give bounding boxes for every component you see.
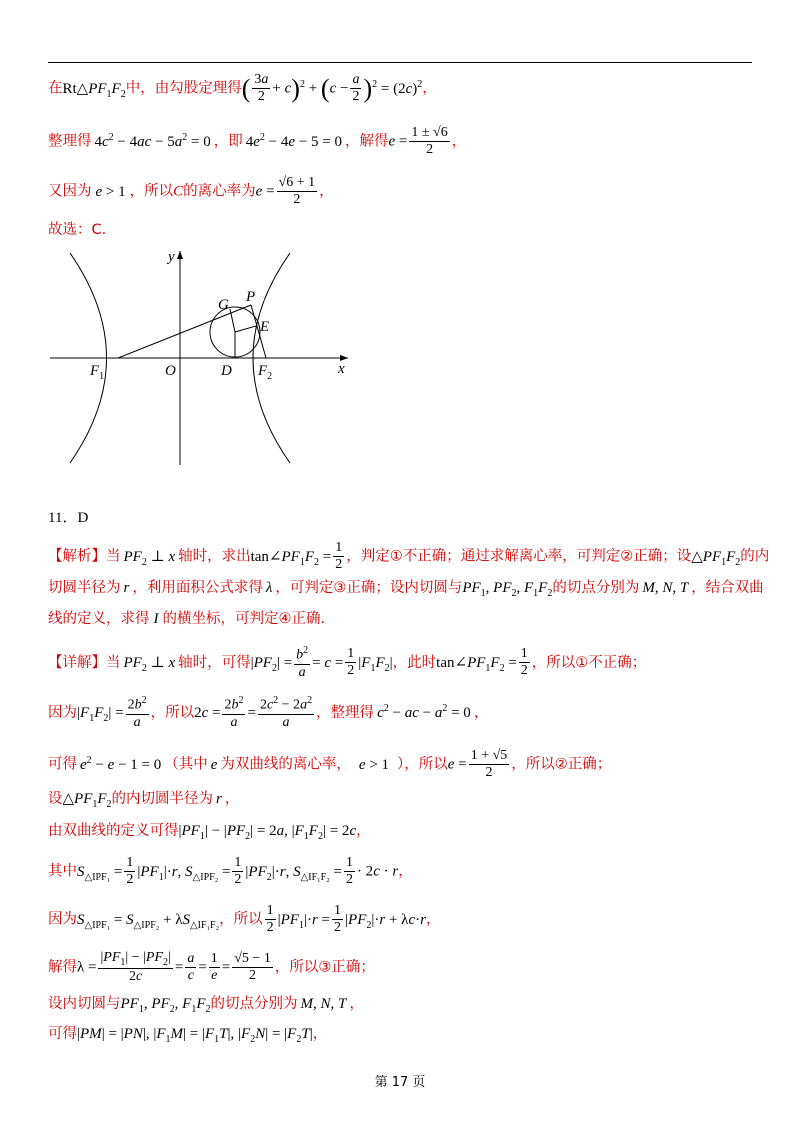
detail-line-10: 可得|PM| = |PN|, $|F_1M| = |F_1T|$, $|F_2N| = |F_2T|$， <box>48 1026 328 1045</box>
label-e: E <box>260 319 270 335</box>
label-f1: $F_1$ <box>90 363 105 382</box>
line-simplify: 整理得 $4c^2 - 4ac - 5a^2 = 0$ ，即 $4e^2 - 4e - 5 = 0$ ，解得e = $\frac{1 \pm √6}{2}$ ， <box>48 125 467 158</box>
detail-line-6: 其中$S_{\triangle IPF_1}$ = $\frac{1}{2}$ $|PF_1|\cdot r$, $S_{\triangle IPF_2}$ = $\frac{1}{2}$ $|PF_2|\cdot r$, $S_{\triangle IF_1F_2}$ = $\frac{1}{2}$ · 2c · r， <box>48 855 413 888</box>
page-number: 第 17 页 <box>374 1075 426 1090</box>
analysis-line-1: 【解析】当 $PF_2$ ⊥ x 轴时，求出$\tan\angle PF_1F_2$ = $\frac{1}{2}$ ，判定①不正确；通过求解离心率，可判定②正确；设$\triangle PF_1F_2$的内 <box>48 540 770 573</box>
label-y: y <box>168 249 175 265</box>
detail-line-5: 由双曲线的定义可得$|PF_1| - |PF_2| = 2a$, $|F_1F_2| = 2c$， <box>48 823 371 842</box>
line-pythagoras: 在$Rt\triangle PF_1F_2$中，由勾股定理得( $\frac{3a}{2}$ + c)$^2$ + (c − $\frac{a}{2}$ )$^2 = (2c)^2$， <box>48 72 437 105</box>
label-p: P <box>246 289 256 305</box>
detail-line-7: 因为$S_{\triangle IPF_1} = S_{\triangle IPF_2} + \lambda S_{\triangle IF_1F_2}$，所以 $\frac{1}{2}$ $|PF_1|\cdot r$ = $\frac{1}{2}$ $|PF_2|\cdot r + \lambda c\cdot r$， <box>48 903 441 936</box>
detail-line-8: 解得λ = $\frac{|PF_1| - |PF_2|}{2c}$ = $\frac{a}{c}$ = $\frac{1}{e}$ = $\frac{√5 - 1}{2}$ ，所以③正确； <box>48 950 375 985</box>
label-g: G <box>218 297 229 313</box>
detail-line-1: 【详解】当 $PF_2$ ⊥ x 轴时，可得$|PF_2|$ = $\frac{b^2}{a}$ = c = $\frac{1}{2}$ $|F_1F_2|$，此时$\tan\angle PF_1F_2$ = $\frac{1}{2}$ ，所以①不正确； <box>48 645 647 680</box>
detail-line-2: 因为$|F_1F_2|$ = $\frac{2b^2}{a}$ ，所以2c = $\frac{2b^2}{a}$ = $\frac{2c^2 - 2a^2}{a}$ ，整理得 $c^2$ − ac − $a^2 = 0$ ， <box>48 695 489 730</box>
answer-choice: 故选：C. <box>48 222 107 238</box>
detail-line-9: 设内切圆与$PF_1$, $PF_2$, $F_1F_2$的切点分别为 M, N, T ， <box>48 996 364 1015</box>
hyperbola-figure <box>48 245 358 470</box>
detail-line-4: 设$\triangle PF_1F_2$的内切圆半径为 r ， <box>48 791 240 810</box>
item-number: 11．D <box>48 510 89 526</box>
label-x: x <box>338 361 345 377</box>
label-d: D <box>221 363 232 379</box>
header-rule <box>48 62 752 63</box>
analysis-line-3: 线的定义，求得 I 的横坐标，可判定④正确. <box>48 611 326 627</box>
detail-line-3: 可得 $e^2 - e - 1 = 0$ （其中 e 为双曲线的离心率， e > 1 ），所以e = $\frac{1 + √5}{2}$ ，所以②正确； <box>48 748 612 781</box>
label-f2: $F_2$ <box>258 363 273 382</box>
analysis-line-2: 切圆半径为 r ，利用面积公式求得 λ ，可判定③正确；设内切圆与$PF_1$, $PF_2$, $F_1F_2$的切点分别为 M, N, T ，结合双曲 <box>48 580 764 599</box>
line-eccentricity: 又因为 e > 1 ，所以C的离心率为e = $\frac{√6 + 1}{2}$ ， <box>48 175 334 208</box>
label-o: O <box>165 363 176 379</box>
